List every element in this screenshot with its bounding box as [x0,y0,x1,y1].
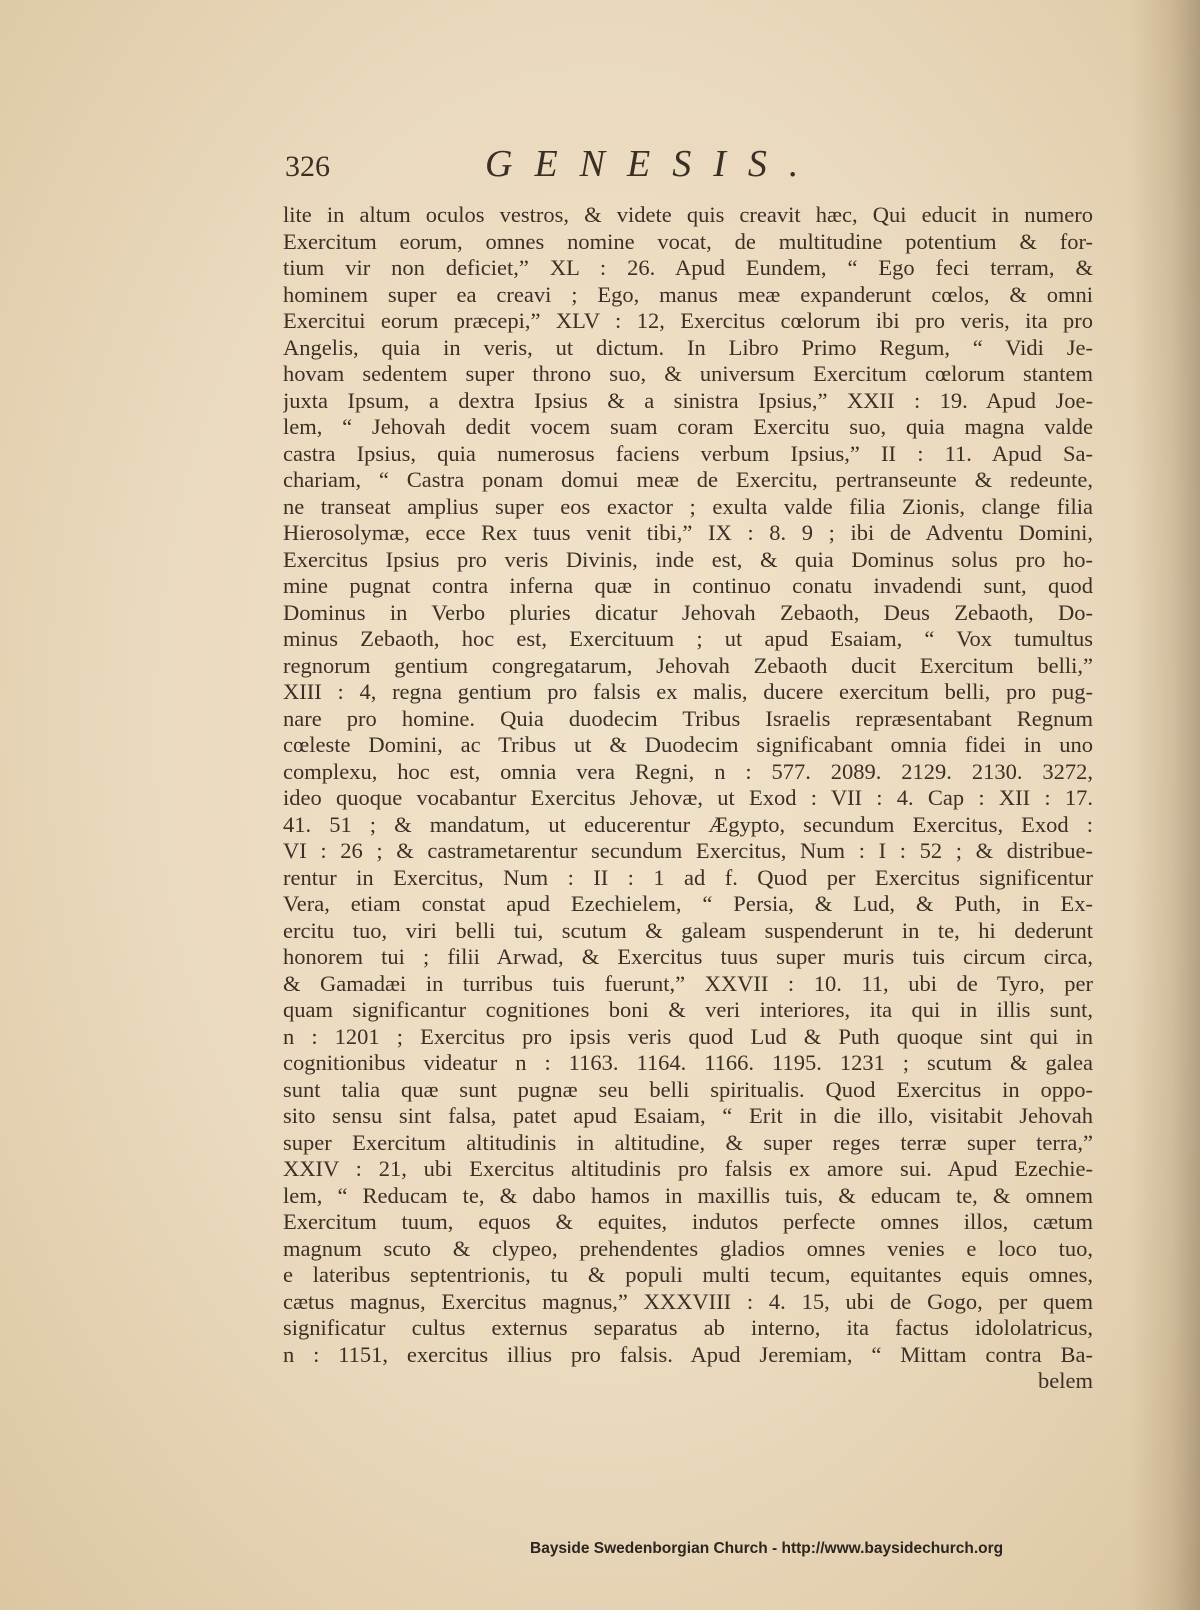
text-line: Angelis, quia in veris, ut dictum. In Libro Primo Regum, “ Vidi Je- [283,334,1093,360]
text-line: Exercitum eorum, omnes nomine vocat, de multitudine potentium & for- [283,228,1093,254]
text-line: cognitionibus videatur n : 1163. 1164. 1166. 1195. 1231 ; scutum & galea [283,1050,1093,1075]
text-line: sunt talia quæ sunt pugnæ seu belli spiritualis. Quod Exercitus in oppo- [283,1076,1093,1102]
text-line: VI : 26 ; & castrametarentur secundum Exercitus, Num : I : 52 ; & distribue- [283,838,1093,863]
text-line: Exercitus Ipsius pro veris Divinis, inde est, & quia Dominus solus pro ho- [283,546,1093,572]
text-line: honorem tui ; filii Arwad, & Exercitus tuus super muris tuis circum circa, [283,944,1093,969]
text-line: rentur in Exercitus, Num : II : 1 ad f. Quod per Exercitus significentur [283,864,1093,890]
text-line: ercitu tuo, viri belli tui, scutum & galeam suspenderunt in te, hi dederunt [283,917,1093,943]
text-line: castra Ipsius, quia numerosus faciens verbum Ipsius,” II : 11. Apud Sa- [283,440,1093,466]
body-text [283,202,1093,1395]
spine-shadow [1130,0,1200,1610]
text-line: Dominus in Verbo pluries dicatur Jehovah Zebaoth, Deus Zebaoth, Do- [283,599,1093,625]
text-line: quam significantur cognitiones boni & veri interiores, ita qui in illis sunt, [283,997,1093,1022]
text-line: hominem super ea creavi ; Ego, manus meæ expanderunt cœlos, & omni [283,281,1093,307]
text-line: Hierosolymæ, ecce Rex tuus venit tibi,” IX : 8. 9 ; ibi de Adventu Domini, [283,520,1093,545]
text-line: XIII : 4, regna gentium pro falsis ex malis, ducere exercitum belli, pro pug- [283,679,1093,704]
text-line: ideo quoque vocabantur Exercitus Jehovæ, ut Exod : VII : 4. Cap : XII : 17. [283,785,1093,810]
text-line: & Gamadæi in turribus tuis fuerunt,” XXVII : 10. 11, ubi de Tyro, per [283,970,1093,996]
running-title: GENESIS. [485,143,821,185]
text-line: Vera, etiam constat apud Ezechielem, “ Persia, & Lud, & Puth, in Ex- [283,891,1093,916]
text-line: XXIV : 21, ubi Exercitus altitudinis pro falsis ex amore sui. Apud Ezechie- [283,1156,1093,1181]
text-line: sito sensu sint falsa, patet apud Esaiam, “ Erit in die illo, visitabit Jehovah [283,1103,1093,1128]
page-number: 326 [285,150,330,183]
page-header [285,142,1095,192]
text-line: juxta Ipsum, a dextra Ipsius & a sinistra Ipsius,” XXII : 19. Apud Joe- [283,387,1093,413]
text-line: ne transeat amplius super eos exactor ; exulta valde filia Zionis, clange filia [283,493,1093,519]
text-line: super Exercitum altitudinis in altitudine, & super reges terræ super terra,” [283,1129,1093,1155]
text-line: nare pro homine. Quia duodecim Tribus Israelis repræsentabant Regnum [283,705,1093,731]
text-line: tium vir non deficiet,” XL : 26. Apud Eundem, “ Ego feci terram, & [283,255,1093,280]
text-line: lem, “ Reducam te, & dabo hamos in maxillis tuis, & educam te, & omnem [283,1182,1093,1208]
text-line: mine pugnat contra inferna quæ in continuo conatu invadendi sunt, quod [283,573,1093,598]
text-line: Exercitum tuum, equos & equites, indutos perfecte omnes illos, cætum [283,1209,1093,1234]
text-line: regnorum gentium congregatarum, Jehovah Zebaoth ducit Exercitum belli,” [283,652,1093,678]
text-line: hovam sedentem super throno suo, & universum Exercitum cœlorum stantem [283,361,1093,386]
text-line: belem [1038,1368,1093,1393]
text-line: cætus magnus, Exercitus magnus,” XXXVIII : 4. 15, ubi de Gogo, per quem [283,1288,1093,1314]
text-line: magnum scuto & clypeo, prehendentes gladios omnes venies e loco tuo, [283,1235,1093,1261]
text-line: 41. 51 ; & mandatum, ut educerentur Ægypto, secundum Exercitus, Exod : [283,811,1093,837]
text-line: e lateribus septentrionis, tu & populi multi tecum, equitantes equis omnes, [283,1262,1093,1287]
footer-credit: Bayside Swedenborgian Church - http://www.baysidechurch.org [530,1540,1004,1557]
text-line: lem, “ Jehovah dedit vocem suam coram Exercitu suo, quia magna valde [283,414,1093,439]
text-line: cœleste Domini, ac Tribus ut & Duodecim significabant omnia fidei in uno [283,732,1093,757]
text-line: n : 1201 ; Exercitus pro ipsis veris quod Lud & Puth quoque sint qui in [283,1023,1093,1049]
text-line: complexu, hoc est, omnia vera Regni, n : 577. 2089. 2129. 2130. 3272, [283,758,1093,784]
text-line: minus Zebaoth, hoc est, Exercituum ; ut apud Esaiam, “ Vox tumultus [283,626,1093,651]
text-line: Exercitui eorum præcepi,” XLV : 12, Exercitus cœlorum ibi pro veris, ita pro [283,308,1093,333]
text-line: lite in altum oculos vestros, & videte quis creavit hæc, Qui educit in numero [283,202,1093,227]
text-line: significatur cultus externus separatus ab interno, ita factus idololatricus, [283,1315,1093,1340]
text-line: chariam, “ Castra ponam domui meæ de Exercitu, pertranseunte & redeunte, [283,467,1093,492]
text-line: n : 1151, exercitus illius pro falsis. Apud Jeremiam, “ Mittam contra Ba- [283,1341,1093,1367]
